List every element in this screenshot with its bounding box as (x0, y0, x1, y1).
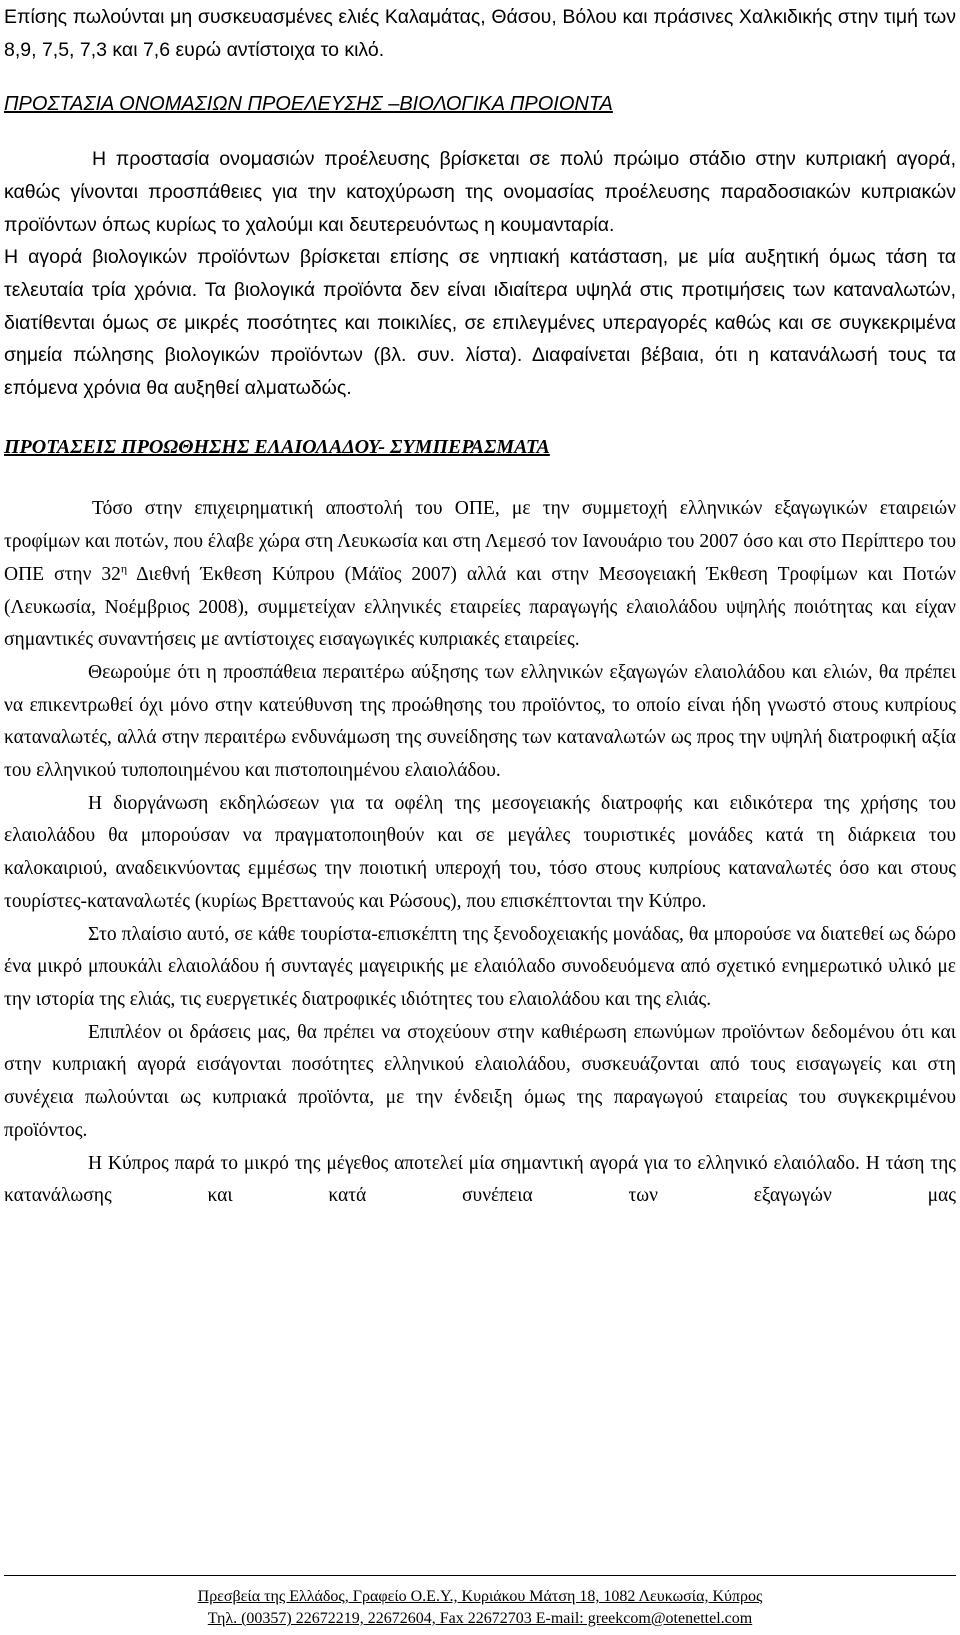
mission-paragraph (4, 493, 956, 657)
section-heading-promotion: ΠΡΟΤΑΣΕΙΣ ΠΡΟΩΘΗΣΗΣ ΕΛΑΙΟΛΑΔΟΥ- ΣΥΜΠΕΡΑΣΜΑΤΑ (4, 435, 550, 458)
organic-market-text-b: Τα βιολογικά προϊόντα δεν είναι ιδιαίτερα υψηλά στις προτιμήσεις των καταναλωτών, διατίθενται όμως σε μικρές ποσότητες και ποικιλίες, σε επιλεγμένες υπεραγορές καθώς και σε συγκεκριμένα σημεία πώλησης βιολογικών προϊόντων (βλ. συν. λίστα). Διαφαίνεται βέβαια, ότι η κατανάλωσή τους τα επόμενα χρόνια θα αυξηθεί αλματωδώς. (4, 278, 956, 400)
footer-divider (4, 1575, 956, 1576)
footer-contact-text: Τηλ. (00357) 22672219, 22672604, Fax 22672703 E-mail: greekcom@otenettel.com (207, 1610, 753, 1627)
footer-address-text: Πρεσβεία της Ελλάδος, Γραφείο Ο.Ε.Υ., Κυριάκου Μάτση 18, 1082 Λευκωσία, Κύπρος (197, 1588, 763, 1605)
organic-market-text-a: Η αγορά βιολογικών προϊόντων βρίσκεται επίσης σε νηπιακή κατάσταση, με μία αυξητική όμως τάση τα τελευταία τρία χρόνια. (4, 246, 956, 301)
document-body (4, 0, 956, 1213)
origin-protection-paragraph: Η προστασία ονομασιών προέλευσης βρίσκεται σε πολύ πρώιμο στάδιο στην κυπριακή αγορά, καθώς γίνονται προσπάθειες για την κατοχύρωση της ονομασίας προέλευσης παραδοσιακών κυπριακών προϊόντων όπως κυρίως το χαλούμι και δευτερευόντως η κουμανταρία. (4, 148, 956, 236)
ordinal-superscript: η (120, 561, 128, 576)
export-strategy-paragraph: Θεωρούμε ότι η προσπάθεια περαιτέρω αύξησης των ελληνικών εξαγωγών ελαιολάδου και ελιών, θα πρέπει να επικεντρωθεί όχι μόνο στην κατεύθυνση της προώθησης του προϊόντος, το οποίο είναι ήδη γνωστό στους κυπρίους καταναλωτές, αλλά στην περαιτέρω ενδυνάμωση της συνείδησης των καταναλωτών ως προς την υψηλή διατροφική αξία του ελληνικού τυποποιημένου και πιστοποιημένου ελαιολάδου. (4, 661, 956, 782)
gift-paragraph: Στο πλαίσιο αυτό, σε κάθε τουρίστα-επισκέπτη της ξενοδοχειακής μονάδας, θα μπορούσε να διατεθεί ως δώρο ένα μικρό μπουκάλι ελαιολάδου ή συνταγές μαγειρικής με ελαιόλαδο συνοδευόμενα από σχετικό ενημερωτικό υλικό με την ιστορία της ελιάς, τις ευεργετικές διατροφικές ιδιότητες του ελαιολάδου και της ελιάς. (4, 923, 956, 1010)
organic-market-paragraph (4, 241, 956, 405)
footer-contact (0, 1609, 960, 1629)
mission-text-a: Τόσο στην επιχειρηματική αποστολή του ΟΠΕ, με την συμμετοχή ελληνικών εξαγωγικών εταιρειών τροφίμων και ποτών, που έλαβε χώρα στη Λευκωσία και στη Λεμεσό τον Ιανουάριο του 2007 όσο και στο Περίπτερο του ΟΠΕ στην 32 (4, 498, 956, 585)
events-paragraph: Η διοργάνωση εκδηλώσεων για τα οφέλη της μεσογειακής διατροφής και ειδικότερα της χρήσης του ελαιολάδου θα μπορούσαν να πραγματοποιηθούν και σε μεγάλες τουριστικές μονάδες κατά τη διάρκεια του καλοκαιριού, αναδεικνύοντας εμμέσως την ποιοτική υπεροχή του, τόσο στους κυπρίους καταναλωτές όσο και στους τουρίστες-καταναλωτές (κυρίως Βρεττανούς και Ρώσους), που επισκέπτονται την Κύπρο. (4, 792, 956, 912)
footer-address (0, 1587, 960, 1607)
section-heading-origin-organic: ΠΡΟΣΤΑΣΙΑ ΟΝΟΜΑΣΙΩΝ ΠΡΟΕΛΕΥΣΗΣ –ΒΙΟΛΟΓΙΚΑ ΠΡΟΙΟΝΤΑ (4, 93, 613, 116)
market-size-paragraph: Η Κύπρος παρά το μικρό της μέγεθος αποτελεί μία σημαντική αγορά για το ελληνικό ελαιόλαδο. Η τάση της κατανάλωσης και κατά συνέπεια των εξαγωγών μας (4, 1152, 956, 1207)
page-footer (0, 1575, 960, 1635)
opening-paragraph: Επίσης πωλούνται μη συσκευασμένες ελιές Καλαμάτας, Θάσου, Βόλου και πράσινες Χαλκιδικής στην τιμή των 8,9, 7,5, 7,3 και 7,6 ευρώ αντίστοιχα το κιλό. (4, 6, 956, 61)
brands-paragraph: Επιπλέον οι δράσεις μας, θα πρέπει να στοχεύουν στην καθιέρωση επωνύμων προϊόντων δεδομένου ότι και στην κυπριακή αγορά εισάγονται ποσότητες ελληνικού ελαιολάδου, συσκευάζονται από τους εισαγωγείς και στη συνέχεια πωλούνται ως κυπριακά προϊόντα, με την ένδειξη όμως της παραγωγού εταιρείας του συγκεκριμένου προϊόντος. (4, 1021, 956, 1141)
mission-text-b: Διεθνή Έκθεση Κύπρου (Μάϊος 2007) αλλά και στην Μεσογειακή Έκθεση Τροφίμων και Ποτών (Λευκωσία, Νοέμβριος 2008), συμμετείχαν ελληνικές εταιρείες παραγωγής ελαιολάδου υψηλής ποιότητας και είχαν σημαντικές συναντήσεις με αντίστοιχες εισαγωγικές κυπριακές εταιρείες. (4, 563, 956, 651)
